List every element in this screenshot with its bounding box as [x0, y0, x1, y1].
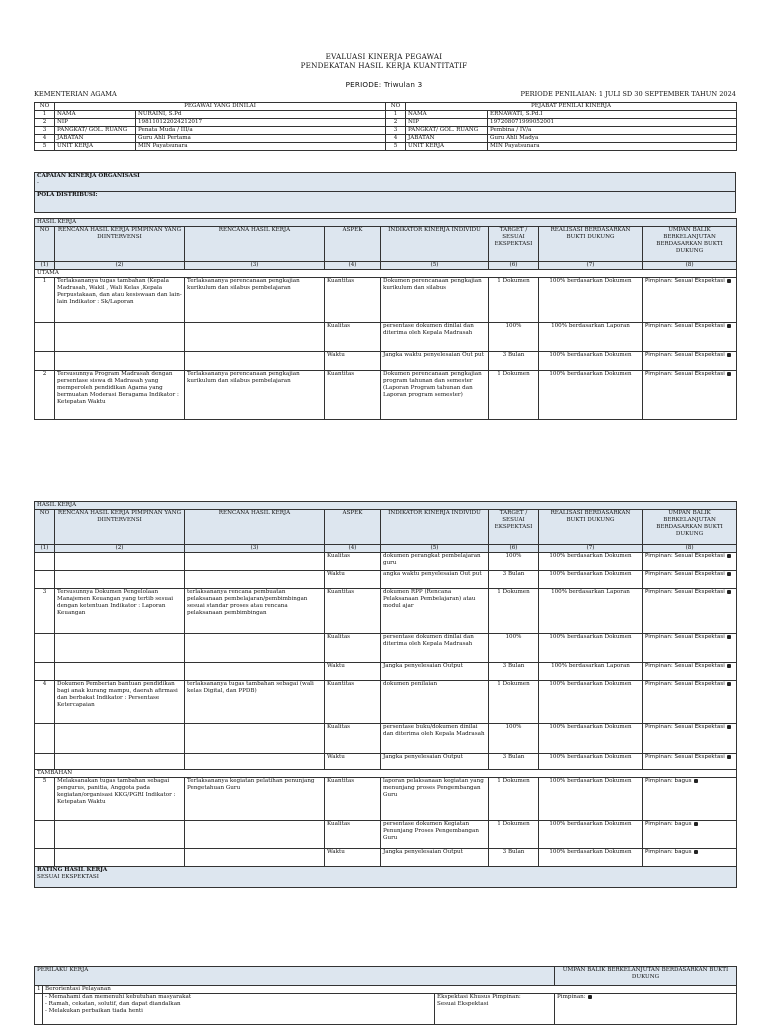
hand-icon	[727, 664, 731, 668]
table-row	[35, 634, 737, 663]
hand-icon	[727, 755, 731, 759]
cell-c3	[185, 323, 325, 352]
periode-penilaian: PERIODE PENILAIAN: 1 JULI SD 30 SEPTEMBER TAHUN 2024	[520, 90, 736, 98]
cell-c7: 100% berdasarkan Dokumen	[539, 821, 643, 849]
cell-c8	[643, 821, 737, 849]
perilaku-no: 1	[35, 986, 43, 994]
pegawai-header: PEGAWAI YANG DINILAI	[55, 103, 386, 111]
cell-c5: Dokumen perencanaan pengkajian kurikulum dan silabus	[381, 278, 489, 323]
cell-c6: 100%	[489, 634, 539, 663]
hand-icon	[694, 779, 698, 783]
identity-cell-no: 3	[386, 127, 406, 135]
id-no-header: NO	[35, 103, 55, 111]
cell-c6: 3 Bulan	[489, 571, 539, 589]
col-number-n6: (6)	[489, 545, 539, 553]
table-row	[35, 323, 737, 352]
cell-c4: Kualitas	[325, 323, 381, 352]
column-header-1	[35, 227, 737, 270]
cell-c5: Jangka penyelesaian Output	[381, 663, 489, 681]
table-row	[35, 589, 737, 634]
cell-c6: 1 Dokumen	[489, 778, 539, 821]
umpan-balik-text: Pimpinan: Sesuai Ekspektasi	[645, 371, 725, 377]
cell-c4: Kualitas	[325, 724, 381, 754]
col-number-n2: (2)	[55, 262, 185, 270]
cell-no: 2	[35, 371, 55, 420]
cell-c4: Kuantitas	[325, 589, 381, 634]
cell-c4: Kuantitas	[325, 371, 381, 420]
cell-c8	[643, 553, 737, 571]
cell-c2	[55, 323, 185, 352]
perilaku-line-2: - Ramah, cekatan, solutif, dan dapat diandalkan	[45, 1001, 181, 1007]
cell-c4: Waktu	[325, 754, 381, 770]
identity-cell-right: ERNAWATI, S.Pd.I	[488, 111, 737, 119]
hand-icon	[727, 590, 731, 594]
section-utama: UTAMA	[35, 270, 737, 278]
identity-row	[35, 135, 737, 143]
cell-c6: 1 Dokumen	[489, 681, 539, 724]
perilaku-line-1: - Memahami dan memenuhi kebutuhan masyarakat	[45, 994, 192, 1000]
perilaku-item: Berorientasi Pelayanan	[43, 986, 737, 994]
perilaku-umpan-header: UMPAN BALIK BERKELANJUTAN BERDASARKAN BUKTI DUKUNG	[555, 967, 737, 986]
col-number-n2: (2)	[55, 545, 185, 553]
cell-c3	[185, 634, 325, 663]
identity-cell-left: Penata Muda / III/a	[136, 127, 386, 135]
cell-c5: dokumen RPP (Rencana Pelaksanaan Pembelajaran) atau modul ajar	[381, 589, 489, 634]
identity-row	[35, 119, 737, 127]
umpan-balik-text: Pimpinan: Sesuai Ekspektasi	[645, 278, 725, 284]
perilaku-line-3: - Melakukan perbaikan tiada henti	[45, 1008, 143, 1014]
umpan-balik-text: Pimpinan: bagus	[645, 821, 692, 827]
cell-c4: Kualitas	[325, 634, 381, 663]
umpan-balik-text: Pimpinan: Sesuai Ekspektasi	[645, 553, 725, 559]
cell-c8	[643, 323, 737, 352]
cell-c2: Tersusunnya Program Madrasah dengan persentase siswa di Madrasah yang memperoleh pendidikan Agama yang bermuatan Moderasi Beragama Indikator : Ketepatan Waktu	[55, 371, 185, 420]
umpan-balik-text: Pimpinan: bagus	[645, 849, 692, 855]
identity-cell-no: 4	[386, 135, 406, 143]
cell-c4: Kuantitas	[325, 778, 381, 821]
periode-label: PERIODE: Triwulan 3	[345, 80, 423, 89]
identity-cell-right: Guru Ahli Madya	[488, 135, 737, 143]
identity-cell-label: PANGKAT/ GOL. RUANG	[406, 127, 488, 135]
cell-no: 1	[35, 278, 55, 323]
column-header-2	[35, 510, 737, 553]
cell-c2	[55, 634, 185, 663]
cell-c2	[55, 352, 185, 371]
ekspektasi-value: Sesuai Ekspektasi	[437, 1001, 489, 1007]
cell-c5: persentase dokumen dinilai dan diterima oleh Kepala Madrasah	[381, 323, 489, 352]
cell-c4: Kuantitas	[325, 278, 381, 323]
cell-c6: 3 Bulan	[489, 754, 539, 770]
identity-cell-label: UNIT KERJA	[406, 143, 488, 151]
col-header-no: NO	[35, 510, 55, 545]
table-row	[35, 663, 737, 681]
cell-c2: Terlaksananya tugas tambahan (Kepala Madrasah, Wakil , Wali Kelas ,Kepala Perpustakaan, dan atau kesiswaan dan lain-lain Indikator : Sk/Laporan	[55, 278, 185, 323]
table-row	[35, 754, 737, 770]
cell-c8	[643, 589, 737, 634]
cell-c4: Kualitas	[325, 821, 381, 849]
hand-icon	[588, 995, 592, 999]
cell-c7: 100% berdasarkan Dokumen	[539, 754, 643, 770]
identity-cell-no: 4	[35, 135, 55, 143]
hand-icon	[727, 324, 731, 328]
col-header-c2: RENCANA HASIL KERJA PIMPINAN YANG DIINTERVENSI	[55, 227, 185, 262]
doc-title-1: EVALUASI KINERJA PEGAWAI	[325, 52, 443, 61]
umpan-balik-text: Pimpinan: Sesuai Ekspektasi	[645, 681, 725, 687]
table-row	[35, 278, 737, 323]
cell-c5: Jangka penyelesaian Output	[381, 849, 489, 867]
cell-c3	[185, 754, 325, 770]
table-row	[35, 724, 737, 754]
cell-c7: 100% berdasarkan Dokumen	[539, 778, 643, 821]
col-header-c4: ASPEK	[325, 227, 381, 262]
cell-c3	[185, 724, 325, 754]
hand-icon	[727, 372, 731, 376]
capaian-label: CAPAIAN KINERJA ORGANISASI	[37, 173, 140, 179]
cell-c7: 100% berdasarkan Laporan	[539, 589, 643, 634]
cell-c4: Waktu	[325, 849, 381, 867]
cell-no	[35, 724, 55, 754]
perilaku-table	[34, 966, 737, 1025]
cell-c7: 100% berdasarkan Dokumen	[539, 681, 643, 724]
cell-no: 5	[35, 778, 55, 821]
cell-c6: 3 Bulan	[489, 663, 539, 681]
umpan-balik-text: Pimpinan: Sesuai Ekspektasi	[645, 352, 725, 358]
identity-cell-label: NAMA	[406, 111, 488, 119]
col-number-n3: (3)	[185, 545, 325, 553]
table-row	[35, 371, 737, 420]
cell-c7: 100% berdasarkan Dokumen	[539, 553, 643, 571]
cell-c6: 3 Bulan	[489, 849, 539, 867]
cell-c5: Dokumen perencanaan pengkajian program tahunan dan semester (Laporan Program tahunan dan Laporan program semester)	[381, 371, 489, 420]
cell-c5: Jangka waktu penyelesaian Out put	[381, 352, 489, 371]
identity-cell-left: NURAINI, S.Pd	[136, 111, 386, 119]
cell-c2	[55, 724, 185, 754]
identity-cell-left: 198110122024212017	[136, 119, 386, 127]
pola-label: POLA DISTRIBUSI:	[37, 192, 98, 198]
cell-c2	[55, 553, 185, 571]
col-number-n8: (8)	[643, 545, 737, 553]
cell-c8	[643, 778, 737, 821]
identity-cell-label: UNIT KERJA	[55, 143, 136, 151]
hasil-kerja-label-2: HASIL KERJA	[35, 502, 737, 510]
umpan-balik-text: Pimpinan: bagus	[645, 778, 692, 784]
cell-c5: persentase dokumen Kegiatan Penunjang Proses Pengembangan Guru	[381, 821, 489, 849]
hand-icon	[727, 572, 731, 576]
cell-c8	[643, 724, 737, 754]
hand-icon	[727, 635, 731, 639]
identity-table	[34, 102, 737, 151]
col-header-c3: RENCANA HASIL KERJA	[185, 510, 325, 545]
cell-c7: 100% berdasarkan Dokumen	[539, 571, 643, 589]
ekspektasi-label: Ekspektasi Khusus Pimpinan:	[437, 994, 521, 1000]
identity-cell-label: NAMA	[55, 111, 136, 119]
col-header-c4: ASPEK	[325, 510, 381, 545]
cell-c8	[643, 278, 737, 323]
umpan-balik-text: Pimpinan: Sesuai Ekspektasi	[645, 634, 725, 640]
cell-c8	[643, 571, 737, 589]
cell-c2	[55, 821, 185, 849]
col-number-n8: (8)	[643, 262, 737, 270]
identity-cell-no: 5	[386, 143, 406, 151]
cell-c3	[185, 352, 325, 371]
col-header-c5: INDIKATOR KINERJA INDIVIDU	[381, 227, 489, 262]
identity-cell-label: JABATAN	[406, 135, 488, 143]
cell-c3	[185, 821, 325, 849]
col-header-c7: REALISASI BERDASARKAN BUKTI DUKUNG	[539, 227, 643, 262]
cell-c8	[643, 663, 737, 681]
col-number-n4: (4)	[325, 262, 381, 270]
col-number-n5: (5)	[381, 545, 489, 553]
hasil-kerja-table-1	[34, 218, 737, 420]
rating-value: SESUAI EKSPEKTASI	[37, 874, 99, 880]
cell-c2	[55, 571, 185, 589]
col-header-c5: INDIKATOR KINERJA INDIVIDU	[381, 510, 489, 545]
cell-c8	[643, 371, 737, 420]
cell-no	[35, 754, 55, 770]
cell-c6: 3 Bulan	[489, 352, 539, 371]
cell-c7: 100% berdasarkan Dokumen	[539, 278, 643, 323]
cell-no	[35, 849, 55, 867]
cell-c8	[643, 352, 737, 371]
cell-no: 3	[35, 589, 55, 634]
cell-c5: dokumen penilaian	[381, 681, 489, 724]
table-row	[35, 571, 737, 589]
identity-cell-label: NIP	[55, 119, 136, 127]
cell-c4: Waktu	[325, 663, 381, 681]
cell-c3: terlaksananya tugas tambahan sebagai (wali kelas Digital, dan PPDB)	[185, 681, 325, 724]
cell-c2: Dokumen Pemberian bantuan pendidikan bagi anak kurang mampu, daerah afirmasi dan berbakat Indikator : Persentase Ketercapaian	[55, 681, 185, 724]
cell-c7: 100% berdasarkan Dokumen	[539, 849, 643, 867]
cell-c7: 100% berdasarkan Dokumen	[539, 634, 643, 663]
identity-cell-no: 2	[35, 119, 55, 127]
col-number-n7: (7)	[539, 262, 643, 270]
identity-cell-no: 3	[35, 127, 55, 135]
doc-title-2: PENDEKATAN HASIL KERJA KUANTITATIF	[300, 61, 468, 70]
cell-c2	[55, 849, 185, 867]
hasil-kerja-label: HASIL KERJA	[35, 219, 737, 227]
cell-c3: Terlaksananya perencanaan pengkajian kurikulum dan silabus pembelajaran	[185, 371, 325, 420]
cell-no	[35, 553, 55, 571]
perilaku-pimpinan: Pimpinan:	[557, 994, 586, 1000]
cell-c3: Terlaksananya perencanaan pengkajian kurikulum dan silabus pembelajaran	[185, 278, 325, 323]
identity-cell-no: 1	[35, 111, 55, 119]
cell-c3	[185, 553, 325, 571]
cell-c8	[643, 849, 737, 867]
cell-c6: 100%	[489, 323, 539, 352]
umpan-balik-text: Pimpinan: Sesuai Ekspektasi	[645, 589, 725, 595]
umpan-balik-text: Pimpinan: Sesuai Ekspektasi	[645, 323, 725, 329]
cell-no	[35, 821, 55, 849]
identity-cell-right: Pembina / IV/a	[488, 127, 737, 135]
cell-c6: 100%	[489, 553, 539, 571]
col-header-c6: TARGET / SESUAI EKSPEKTASI	[489, 227, 539, 262]
identity-cell-no: 5	[35, 143, 55, 151]
umpan-balik-text: Pimpinan: Sesuai Ekspektasi	[645, 571, 725, 577]
identity-cell-right: 197208071999052001	[488, 119, 737, 127]
col-header-c8: UMPAN BALIK BERKELANJUTAN BERDASARKAN BUKTI DUKUNG	[643, 510, 737, 545]
cell-c4: Kuantitas	[325, 681, 381, 724]
umpan-balik-text: Pimpinan: Sesuai Ekspektasi	[645, 724, 725, 730]
col-number-n4: (4)	[325, 545, 381, 553]
cell-c5: persentase buku/dokumen dinilai dan diterima oleh Kepala Madrasah	[381, 724, 489, 754]
hand-icon	[727, 725, 731, 729]
cell-c3	[185, 663, 325, 681]
cell-c6: 1 Dokumen	[489, 278, 539, 323]
col-header-no: NO	[35, 227, 55, 262]
cell-c4: Waktu	[325, 352, 381, 371]
identity-cell-no: 2	[386, 119, 406, 127]
cell-c3	[185, 849, 325, 867]
identity-cell-label: NIP	[406, 119, 488, 127]
umpan-balik-text: Pimpinan: Sesuai Ekspektasi	[645, 754, 725, 760]
cell-no	[35, 571, 55, 589]
identity-row	[35, 127, 737, 135]
cell-c3: Terlaksananya kegiatan pelatihan penunjang Pengetahuan Guru	[185, 778, 325, 821]
cell-c4: Kualitas	[325, 553, 381, 571]
hand-icon	[727, 279, 731, 283]
cell-c3	[185, 571, 325, 589]
cell-c5: persentase dokumen dinilai dan diterima oleh Kepala Madrasah	[381, 634, 489, 663]
perilaku-header: PERILAKU KERJA	[35, 967, 555, 986]
col-header-c8: UMPAN BALIK BERKELANJUTAN BERDASARKAN BUKTI DUKUNG	[643, 227, 737, 262]
identity-cell-left: Guru Ahli Pertama	[136, 135, 386, 143]
cell-c2: Melaksanakan tugas tambahan sebagai pengurus, panitia, Anggota pada kegiatan/organisasi KKG/PGRI Indikator : Ketepatan Waktu	[55, 778, 185, 821]
col-header-c2: RENCANA HASIL KERJA PIMPINAN YANG DIINTERVENSI	[55, 510, 185, 545]
col-number-n7: (7)	[539, 545, 643, 553]
identity-cell-no: 1	[386, 111, 406, 119]
cell-c6: 1 Dokumen	[489, 821, 539, 849]
hand-icon	[727, 554, 731, 558]
cell-no	[35, 352, 55, 371]
pejabat-header: PEJABAT PENILAI KINERJA	[406, 103, 737, 111]
cell-no	[35, 323, 55, 352]
identity-row	[35, 111, 737, 119]
identity-cell-left: MIN Payatsunara	[136, 143, 386, 151]
cell-c5: Jangka penyelesaian Output	[381, 754, 489, 770]
cell-c8	[643, 681, 737, 724]
section-tambahan: TAMBAHAN	[35, 770, 737, 778]
cell-c7: 100% berdasarkan Laporan	[539, 663, 643, 681]
table-row	[35, 681, 737, 724]
cell-c8	[643, 754, 737, 770]
hand-icon	[694, 850, 698, 854]
cell-c6: 1 Dokumen	[489, 589, 539, 634]
umpan-balik-text: Pimpinan: Sesuai Ekspektasi	[645, 663, 725, 669]
cell-c2: Tersusunnya Dokumen Pengelolaan Manajemen Keuangan yang tertib sesuai dengan ketentuan Indikator : Laporan Keuangan	[55, 589, 185, 634]
capaian-value: -	[37, 180, 39, 186]
table-row	[35, 352, 737, 371]
col-number-n6: (6)	[489, 262, 539, 270]
cell-c6: 100%	[489, 724, 539, 754]
capaian-table	[34, 172, 736, 213]
cell-c2	[55, 663, 185, 681]
hand-icon	[694, 822, 698, 826]
cell-c7: 100% berdasarkan Laporan	[539, 323, 643, 352]
instansi-label: KEMENTERIAN AGAMA	[34, 90, 117, 98]
identity-cell-label: PANGKAT/ GOL. RUANG	[55, 127, 136, 135]
identity-cell-label: JABATAN	[55, 135, 136, 143]
cell-no	[35, 663, 55, 681]
table-row	[35, 553, 737, 571]
table-row	[35, 821, 737, 849]
cell-no: 4	[35, 681, 55, 724]
id-no-header-2: NO	[386, 103, 406, 111]
table-row	[35, 778, 737, 821]
cell-c7: 100% berdasarkan Dokumen	[539, 352, 643, 371]
hand-icon	[727, 682, 731, 686]
col-number-n5: (5)	[381, 262, 489, 270]
cell-c5: angka waktu penyelesaian Out put	[381, 571, 489, 589]
cell-c7: 100% berdasarkan Dokumen	[539, 371, 643, 420]
identity-cell-right: MIN Payatsunara	[488, 143, 737, 151]
rating-label: RATING HASIL KERJA	[37, 867, 108, 873]
cell-c7: 100% berdasarkan Dokumen	[539, 724, 643, 754]
hasil-kerja-table-2	[34, 501, 737, 888]
cell-c4: Waktu	[325, 571, 381, 589]
cell-c6: 1 Dokumen	[489, 371, 539, 420]
cell-c3: terlaksananya rencana pembuatan pelaksanaan pembelajaran/pembimbingan sesuai standar proses atau rencana pelaksanaan pembimbingan	[185, 589, 325, 634]
col-number-n1: (1)	[35, 262, 55, 270]
col-header-c6: TARGET / SESUAI EKSPEKTASI	[489, 510, 539, 545]
cell-c2	[55, 754, 185, 770]
col-number-n1: (1)	[35, 545, 55, 553]
cell-c8	[643, 634, 737, 663]
cell-c5: laporan pelaksanaan kegiatan yang menunjang proses Pengembangan Guru	[381, 778, 489, 821]
table-row	[35, 849, 737, 867]
col-number-n3: (3)	[185, 262, 325, 270]
hand-icon	[727, 353, 731, 357]
cell-no	[35, 634, 55, 663]
col-header-c7: REALISASI BERDASARKAN BUKTI DUKUNG	[539, 510, 643, 545]
cell-c5: dokumen perangkat pembelajaran guru	[381, 553, 489, 571]
identity-row	[35, 143, 737, 151]
col-header-c3: RENCANA HASIL KERJA	[185, 227, 325, 262]
